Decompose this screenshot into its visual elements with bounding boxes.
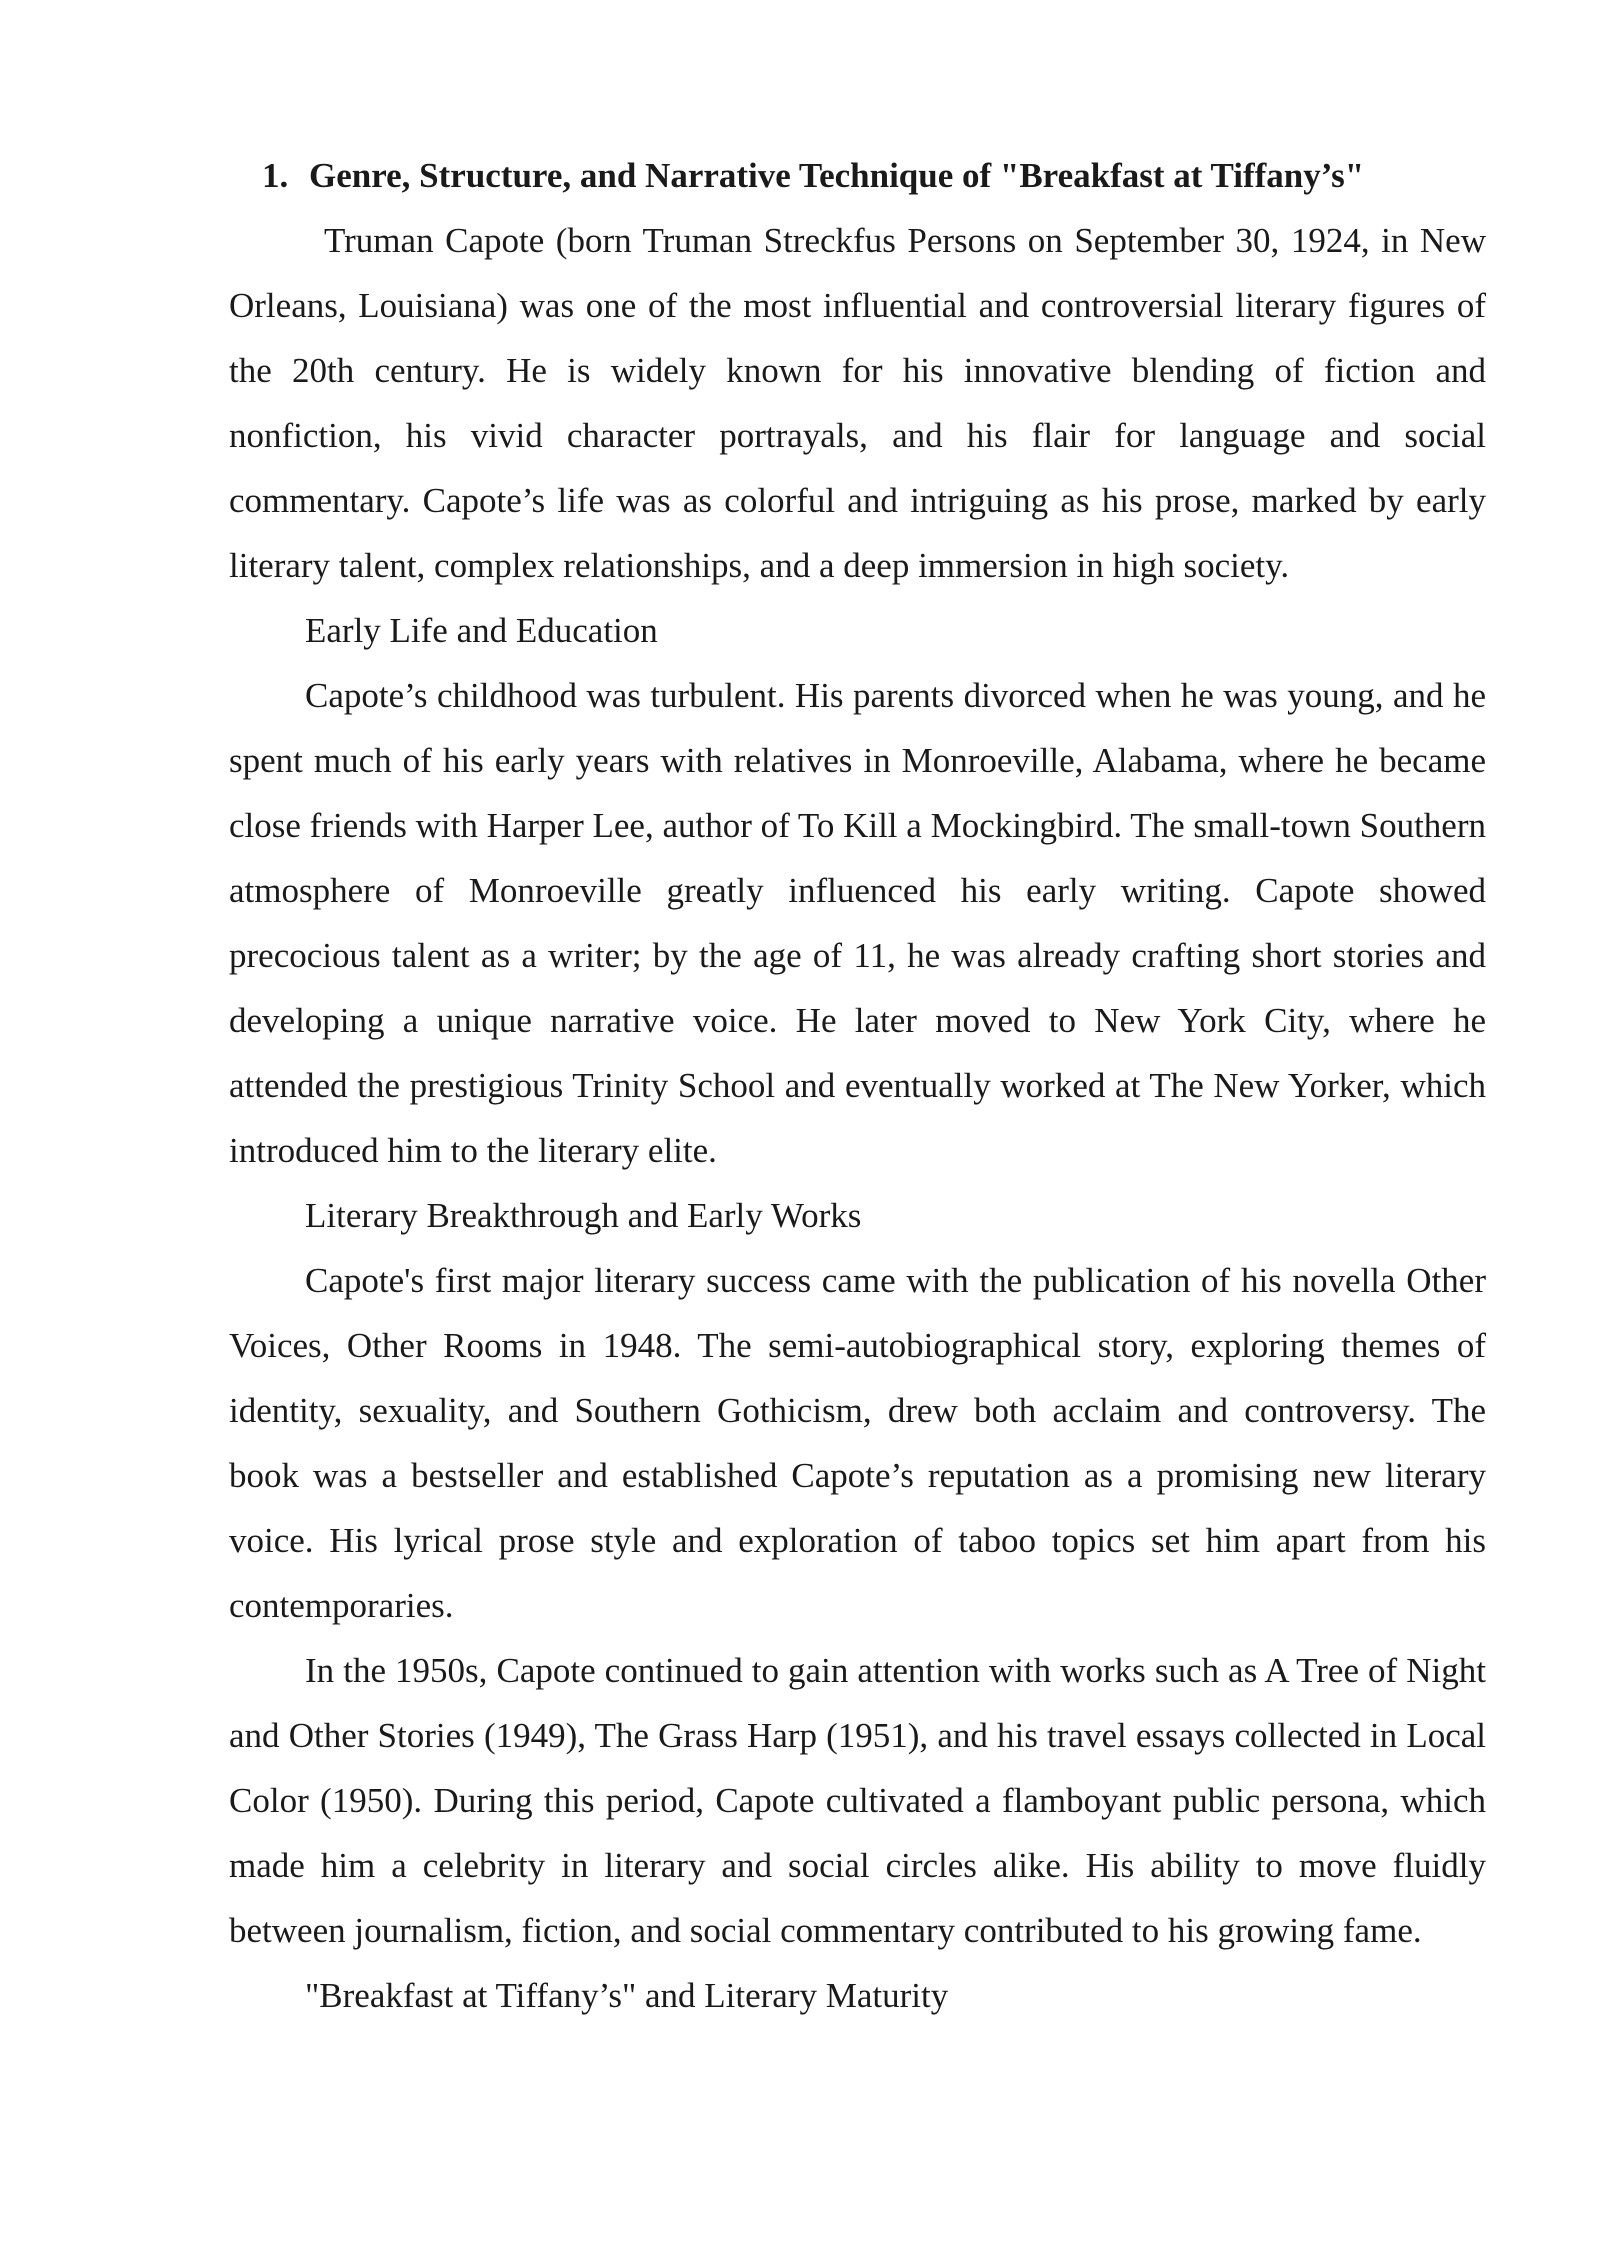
early-life-paragraph: Capote’s childhood was turbulent. His parents divorced when he was young, and he spent much of his early years with relatives in Monroeville, Alabama, where he became close friends with Harper Lee, author of To Kill a Mockingbird. The small-town Southern atmosphere of Monroeville greatly influenced his early writing. Capote showed precocious talent as a writer; by the age of 11, he was already crafting short stories and developing a unique narrative voice. He later moved to New York City, where he attended the prestigious Trinity School and eventually worked at The New Yorker, which introduced him to the literary elite. (229, 676, 1486, 1170)
subheading-breakfast-at-tiffanys: "Breakfast at Tiffany’s" and Literary Maturity (305, 1976, 949, 2015)
document-body (229, 143, 1486, 2028)
subheading-early-life: Early Life and Education (305, 611, 658, 650)
subheading-literary-breakthrough: Literary Breakthrough and Early Works (305, 1196, 862, 1235)
intro-paragraph: Truman Capote (born Truman Streckfus Persons on September 30, 1924, in New Orleans, Louisiana) was one of the most influential and controversial literary figures of the 20th century. He is widely known for his innovative blending of fiction and nonfiction, his vivid character portrayals, and his flair for language and social commentary. Capote’s life was as colorful and intriguing as his prose, marked by early literary talent, complex relationships, and a deep immersion in high society. (229, 221, 1486, 585)
section-number: 1. (262, 156, 289, 195)
section-title: Genre, Structure, and Narrative Technique of "Breakfast at Tiffany’s" (309, 156, 1365, 195)
section-heading (229, 143, 1486, 208)
breakthrough-paragraph: Capote's first major literary success came with the publication of his novella Other Voices, Other Rooms in 1948. The semi-autobiographical story, exploring themes of identity, sexuality, and Southern Gothicism, drew both acclaim and controversy. The book was a bestseller and established Capote’s reputation as a promising new literary voice. His lyrical prose style and exploration of taboo topics set him apart from his contemporaries. (229, 1261, 1486, 1625)
fifties-paragraph: In the 1950s, Capote continued to gain attention with works such as A Tree of Night and Other Stories (1949), The Grass Harp (1951), and his travel essays collected in Local Color (1950). During this period, Capote cultivated a flamboyant public persona, which made him a celebrity in literary and social circles alike. His ability to move fluidly between journalism, fiction, and social commentary contributed to his growing fame. (229, 1651, 1486, 1950)
